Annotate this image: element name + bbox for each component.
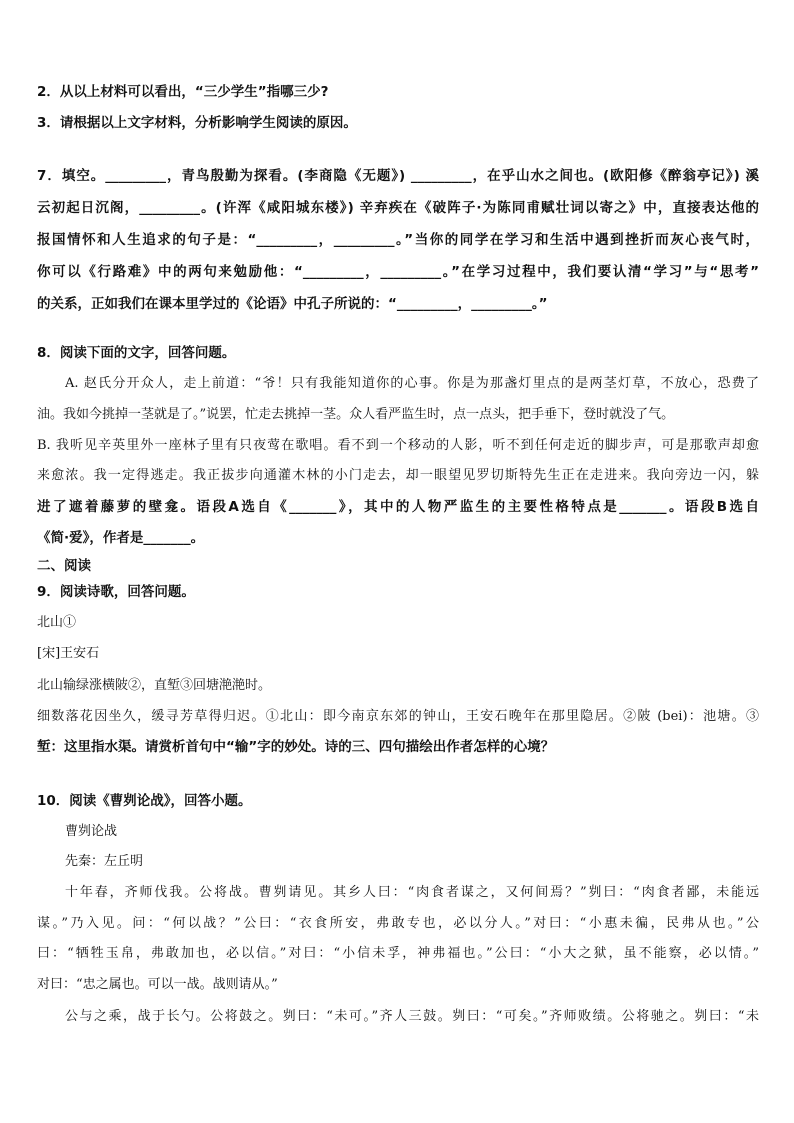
question-10-title: 10．阅读《曹刿论战》，回答小题。 [37,793,252,809]
passage-b-line-4: 《简·爱》，作者是_______。 [37,530,205,546]
classical-text-author: 先秦：左丘明 [65,854,144,869]
question-7-line-1: 7．填空。_________，青鸟殷勤为探看。(李商隐《无题》) _________，在乎山水之间也。(欧阳修《醉翁亭记》) 溪 [37,168,759,184]
classical-text-line-1: 十年春，齐师伐我。公将战。曹刿请见。其乡人曰：“肉食者谋之，又何间焉？”刿曰：“肉食者鄙，未能远 [65,885,759,900]
question-9-title: 9．阅读诗歌，回答问题。 [37,584,195,600]
question-7-line-4: 你可以《行路难》中的两句来勉励他：“_________，_________。”在学习过程中，我们要认清“学习”与“思考” [37,264,759,280]
poem-line-2: 细数落花因坐久，缓寻芳草得归迟。①北山：即今南京东郊的钟山，王安石晚年在那里隐居。②陂 (bei)：池塘。③ [37,709,759,724]
question-9-prompt: 堑：这里指水渠。请赏析首句中“输”字的妙处。诗的三、四句描绘出作者怎样的心境？ [37,739,555,755]
poem-line-1: 北山输绿涨横陂②，直堑③回塘滟滟时。 [37,678,272,693]
classical-text-line-5: 公与之乘，战于长勺。公将鼓之。刿曰：“未可。”齐人三鼓。刿曰：“可矣。”齐师败绩。公将驰之。刿曰：“未 [65,1009,759,1024]
question-7-line-2: 云初起日沉阁，_________。(许浑《咸阳城东楼》) 辛弃疾在《破阵子·为陈同甫赋壮词以寄之》中，直接表达他的 [37,200,759,216]
question-2: 2．从以上材料可以看出，“三少学生”指哪三少? [37,84,329,100]
classical-text-line-4: 对曰：“忠之属也。可以一战。战则请从。” [37,977,278,992]
passage-a-line-1: A. 赵氏分开众人，走上前道：“爷！只有我能知道你的心事。你是为那盏灯里点的是两茎灯草，不放心，恐费了 [65,376,759,391]
passage-b-line-1: B. 我听见辛英里外一座林子里有只夜莺在歌唱。看不到一个移动的人影，听不到任何走近的脚步声，可是那歌声却愈 [37,438,759,453]
passage-b-line-2: 来愈浓。我一定得逃走。我正拔步向通灌木林的小门走去，却一眼望见罗切斯特先生正在走进来。我向旁边一闪，躲 [37,468,759,483]
question-3: 3．请根据以上文字材料，分析影响学生阅读的原因。 [37,115,357,131]
passage-b-line-3: 进了遮着藤萝的壁龛。语段A选自《_______》，其中的人物严监生的主要性格特点是_______。语段B选自 [37,499,759,515]
passage-a-line-2: 油。我如今挑掉一茎就是了。”说罢，忙走去挑掉一茎。众人看严监生时，点一点头，把手垂下，登时就没了气。 [37,407,675,422]
question-7-line-3: 报国情怀和人生追求的句子是：“_________，_________。”当你的同学在学习和生活中遇到挫折而灰心丧气时， [37,232,759,248]
question-7-line-5: 的关系，正如我们在课本里学过的《论语》中孔子所说的：“_________，_________。” [37,296,548,312]
classical-text-line-3: 曰：“牺牲玉帛，弗敢加也，必以信。”对曰：“小信未孚，神弗福也。”公曰：“小大之狱，虽不能察，必以情。” [37,946,759,961]
poem-author: [宋]王安石 [37,646,100,661]
poem-title: 北山① [37,615,77,630]
question-8-title: 8．阅读下面的文字，回答问题。 [37,345,236,361]
classical-text-line-2: 谋。”乃入见。问：“何以战？”公曰：“衣食所安，弗敢专也，必以分人。”对曰：“小惠未徧，民弗从也。”公 [37,916,759,931]
section-heading-reading: 二、阅读 [37,558,91,574]
classical-text-title: 曹刿论战 [65,824,118,839]
